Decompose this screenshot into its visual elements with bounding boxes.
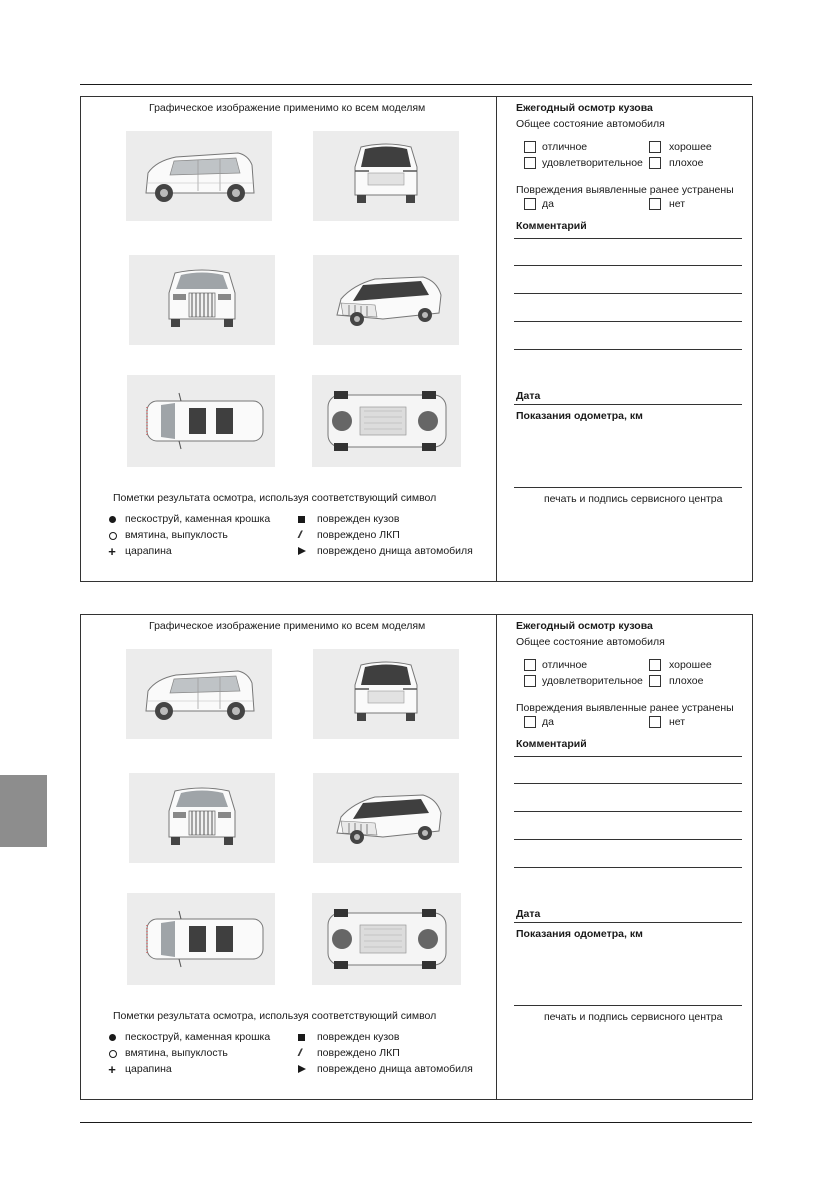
legend-paint-damage: повреждено ЛКП (317, 1047, 400, 1059)
general-state-label: Общее состояние автомобиля (516, 636, 665, 648)
option-excellent: отличное (542, 141, 588, 153)
date-line[interactable] (514, 404, 742, 405)
hash-icon: // (298, 1047, 300, 1059)
card-column-divider (496, 615, 497, 1099)
hollow-circle-icon (109, 1050, 117, 1058)
option-no: нет (669, 198, 686, 210)
minivan-rear-view-icon (313, 131, 459, 221)
checkbox-bad[interactable] (649, 675, 661, 687)
option-bad: плохое (669, 157, 704, 169)
comment-line[interactable] (514, 811, 742, 812)
filled-circle-icon (109, 1034, 116, 1041)
checkbox-yes[interactable] (524, 198, 536, 210)
signature-line[interactable] (514, 1005, 742, 1006)
date-label: Дата (516, 908, 541, 920)
legend-dent: вмятина, выпуклость (125, 529, 228, 541)
checkbox-bad[interactable] (649, 157, 661, 169)
legend-sandblast: пескоструй, каменная крошка (125, 513, 271, 525)
comment-line[interactable] (514, 783, 742, 784)
checkbox-excellent[interactable] (524, 659, 536, 671)
checkbox-satisfactory[interactable] (524, 157, 536, 169)
minivan-side-view-icon (126, 131, 272, 221)
minivan-front-view-icon (129, 773, 275, 863)
checkbox-yes[interactable] (524, 716, 536, 728)
footer-rule (80, 1122, 752, 1123)
legend-body-damage: поврежден кузов (317, 1031, 400, 1043)
comment-label: Комментарий (516, 220, 587, 232)
option-yes: да (542, 716, 554, 728)
stamp-caption: печать и подпись сервисного центра (544, 1011, 723, 1023)
graphic-note: Графическое изображение применимо ко всем моделям (149, 102, 426, 114)
minivan-three-quarter-view-icon (313, 773, 459, 863)
comment-line[interactable] (514, 238, 742, 239)
prior-damage-label: Повреждения выявленные ранее устранены (516, 184, 734, 196)
legend-underbody-damage: повреждено днища автомобиля (317, 545, 473, 557)
option-satisfactory: удовлетворительное (542, 157, 643, 169)
comment-line[interactable] (514, 293, 742, 294)
option-excellent: отличное (542, 659, 588, 671)
legend-underbody-damage: повреждено днища автомобиля (317, 1063, 473, 1075)
option-no: нет (669, 716, 686, 728)
minivan-three-quarter-view-icon (313, 255, 459, 345)
minivan-top-view-icon (127, 375, 275, 467)
comment-line[interactable] (514, 756, 742, 757)
option-satisfactory: удовлетворительное (542, 675, 643, 687)
filled-square-icon (298, 1034, 305, 1041)
marks-title: Пометки результата осмотра, используя соответствующий символ (113, 1010, 437, 1022)
legend-scratch: царапина (125, 545, 172, 557)
comment-line[interactable] (514, 839, 742, 840)
marks-title: Пометки результата осмотра, используя соответствующий символ (113, 492, 437, 504)
checkbox-satisfactory[interactable] (524, 675, 536, 687)
date-line[interactable] (514, 922, 742, 923)
odometer-label: Показания одометра, км (516, 410, 643, 422)
comment-label: Комментарий (516, 738, 587, 750)
legend-sandblast: пескоструй, каменная крошка (125, 1031, 271, 1043)
checkbox-no[interactable] (649, 716, 661, 728)
minivan-top-view-icon (127, 893, 275, 985)
section-tab-marker (0, 775, 47, 847)
hollow-circle-icon (109, 532, 117, 540)
triangle-icon (298, 1065, 306, 1073)
option-yes: да (542, 198, 554, 210)
minivan-underbody-view-icon (312, 375, 461, 467)
stamp-caption: печать и подпись сервисного центра (544, 493, 723, 505)
legend-body-damage: поврежден кузов (317, 513, 400, 525)
checkbox-no[interactable] (649, 198, 661, 210)
inspection-title: Ежегодный осмотр кузова (516, 102, 653, 114)
legend-scratch: царапина (125, 1063, 172, 1075)
option-good: хорошее (669, 659, 712, 671)
checkbox-good[interactable] (649, 141, 661, 153)
minivan-rear-view-icon (313, 649, 459, 739)
triangle-icon (298, 547, 306, 555)
inspection-card (80, 614, 753, 1100)
general-state-label: Общее состояние автомобиля (516, 118, 665, 130)
plus-icon: + (108, 544, 116, 559)
legend-paint-damage: повреждено ЛКП (317, 529, 400, 541)
option-good: хорошее (669, 141, 712, 153)
card-column-divider (496, 97, 497, 581)
minivan-side-view-icon (126, 649, 272, 739)
checkbox-good[interactable] (649, 659, 661, 671)
inspection-title: Ежегодный осмотр кузова (516, 620, 653, 632)
comment-line[interactable] (514, 867, 742, 868)
comment-line[interactable] (514, 265, 742, 266)
header-rule (80, 84, 752, 85)
graphic-note: Графическое изображение применимо ко всем моделям (149, 620, 426, 632)
inspection-card (80, 96, 753, 582)
minivan-underbody-view-icon (312, 893, 461, 985)
checkbox-excellent[interactable] (524, 141, 536, 153)
filled-square-icon (298, 516, 305, 523)
prior-damage-label: Повреждения выявленные ранее устранены (516, 702, 734, 714)
date-label: Дата (516, 390, 541, 402)
comment-line[interactable] (514, 321, 742, 322)
hash-icon: // (298, 529, 300, 541)
signature-line[interactable] (514, 487, 742, 488)
filled-circle-icon (109, 516, 116, 523)
minivan-front-view-icon (129, 255, 275, 345)
legend-dent: вмятина, выпуклость (125, 1047, 228, 1059)
option-bad: плохое (669, 675, 704, 687)
odometer-label: Показания одометра, км (516, 928, 643, 940)
comment-line[interactable] (514, 349, 742, 350)
plus-icon: + (108, 1062, 116, 1077)
